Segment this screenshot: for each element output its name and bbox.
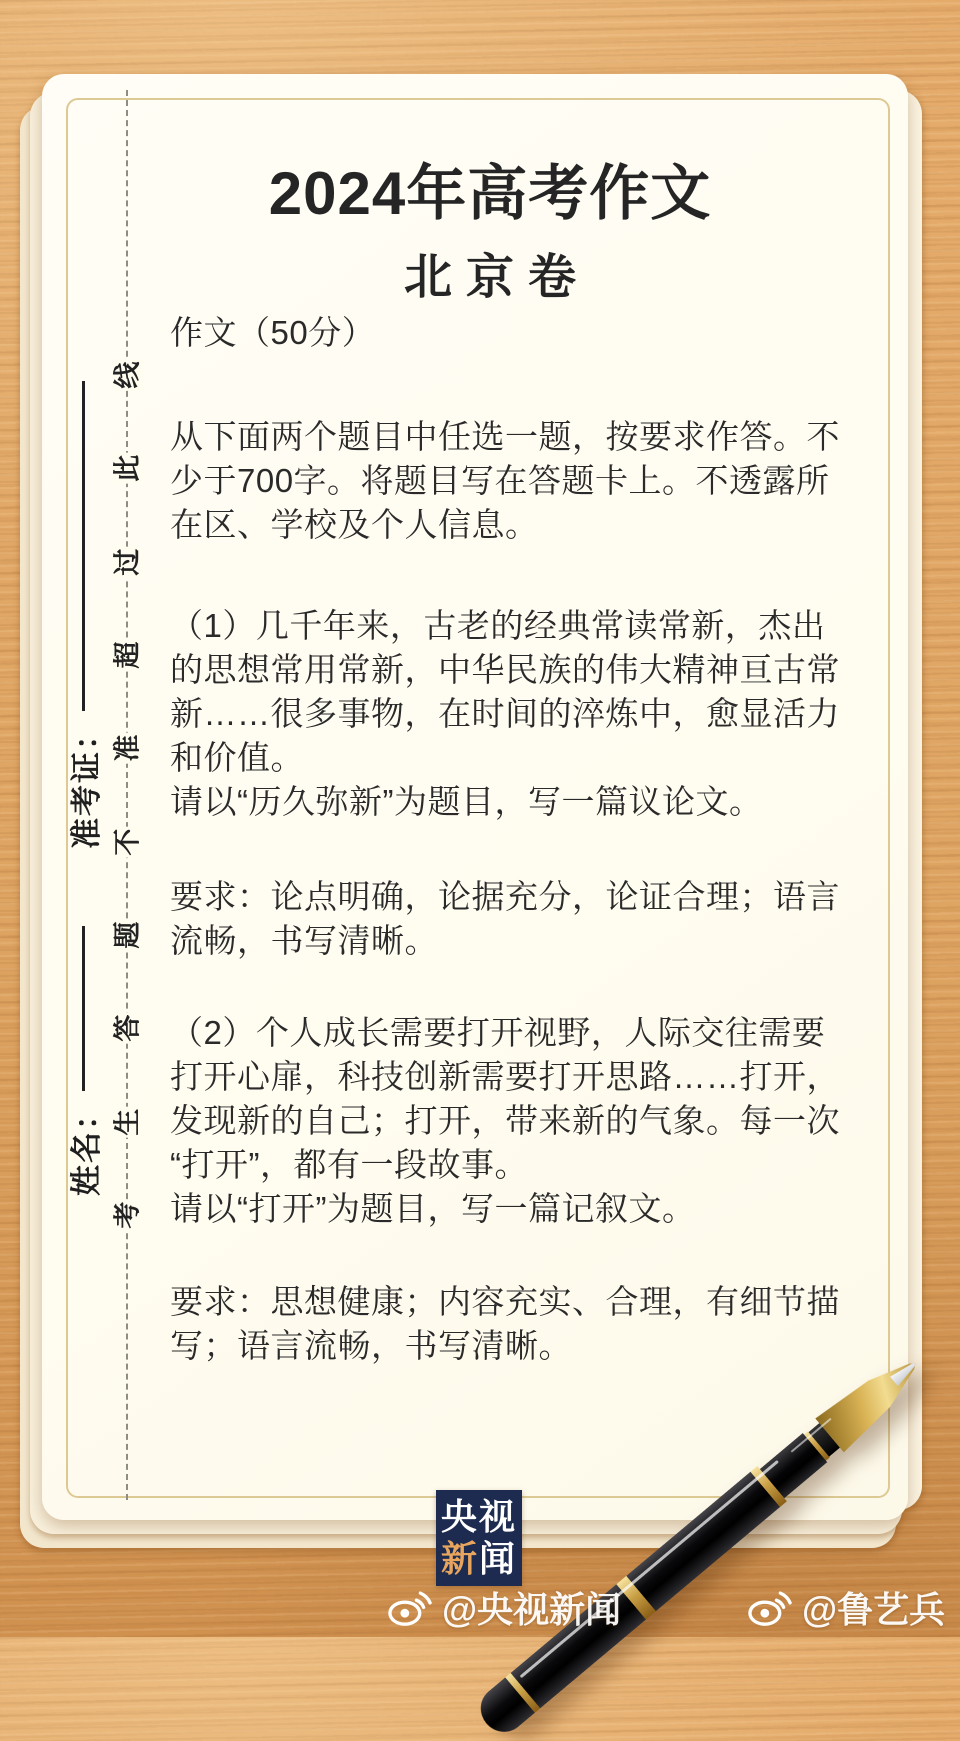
exam-number-blank-line (81, 381, 85, 711)
topic2-requirements: 要求：思想健康；内容充实、合理，有细节描 写；语言流畅，书写清晰。 (170, 1283, 840, 1364)
name-label: 姓名： (68, 1097, 104, 1196)
watermark-right-text: @鲁艺兵 (802, 1589, 946, 1630)
seal-line-text: 线 此 过 超 准 不 题 答 生 考 (111, 361, 142, 1229)
topic1-paragraph: （1）几千年来，古老的经典常读常新，杰出 的思想常用常新，中华民族的伟大精神亘古常 新……很多事物，在时间的淬炼中，愈显活力 和价值。 请以“历久弥新”为题目，写一篇议论文。 (170, 607, 840, 820)
topic2-paragraph: （2）个人成长需要打开视野，人际交往需要 打开心扉，科技创新需要打开思路……打开， 发现新的自己；打开，带来新的气象。每一次 “打开”，都有一段故事。 请以“打开”为题目，写一篇记叙文。 (170, 1014, 840, 1227)
weibo-icon (388, 1588, 432, 1628)
exam-number-field (62, 379, 104, 849)
name-field (62, 926, 104, 1196)
watermark-center-text: @央视新闻 (442, 1589, 622, 1630)
name-blank-line (81, 926, 85, 1091)
logo-char-xin: 新 (440, 1538, 479, 1579)
exam-number-label: 准考证： (68, 717, 104, 849)
section-heading: 作文（50分） (170, 314, 376, 351)
cctv-news-logo (436, 1490, 522, 1586)
logo-char-wen: 闻 (479, 1538, 518, 1579)
page-title: 2024年高考作文 (268, 160, 712, 227)
watermark-right (748, 1582, 945, 1633)
intro-paragraph: 从下面两个题目中任选一题，按要求作答。不 少于700字。将题目写在答题卡上。不透露所 在区、学校及个人信息。 (170, 418, 840, 543)
exam-paper (42, 74, 908, 1520)
topic1-requirements: 要求：论点明确，论据充分，论证合理；语言 流畅，书写清晰。 (170, 878, 840, 959)
weibo-icon (748, 1588, 792, 1628)
page-subtitle: 北京卷 (403, 251, 590, 304)
logo-line1: 央视 (440, 1496, 517, 1538)
logo-line2 (441, 1539, 517, 1579)
watermark-center (388, 1582, 621, 1633)
